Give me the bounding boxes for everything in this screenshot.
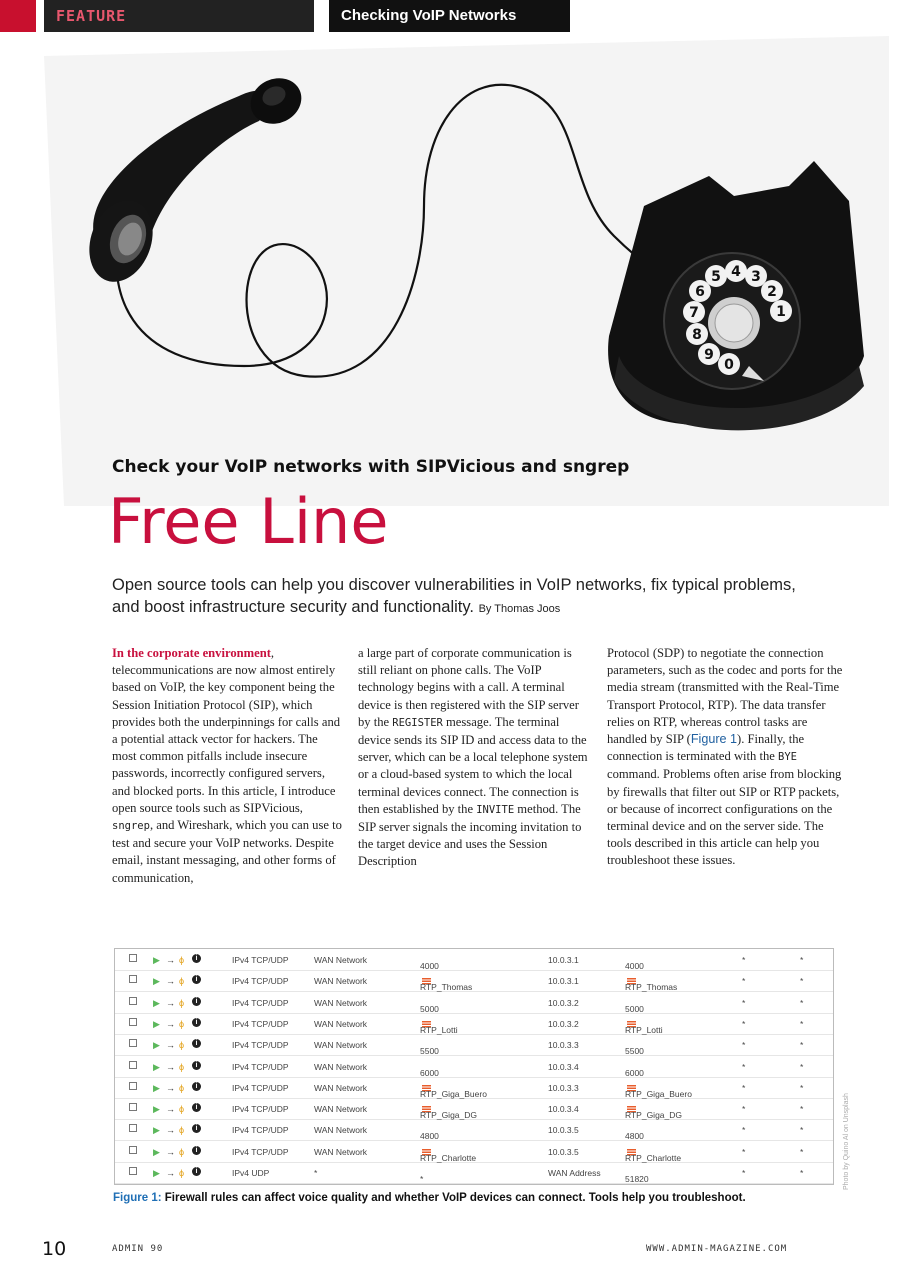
bolt-icon[interactable]: ϕ [179,976,185,987]
figure-reference[interactable]: Figure 1 [690,732,738,747]
port-cell [420,1083,487,1099]
wildcard-cell: * [742,1104,746,1115]
target-port-value: 51820 [625,1174,649,1184]
info-icon[interactable]: i [192,1039,201,1048]
info-icon[interactable]: i [192,954,201,963]
target-ip-cell: 10.0.3.3 [548,1082,579,1093]
port-value: * [420,1174,424,1184]
wildcard-cell: * [800,1082,804,1093]
port-cell [420,976,473,993]
article-title: Free Line [108,485,389,558]
dial-digit: 3 [751,269,761,285]
info-icon[interactable]: i [192,1061,201,1070]
table-row[interactable] [115,949,833,971]
body-text: command. Problems often arise from blocking by firewalls that filter out SIP or RTP packets, or because of incorrect configurations on the terminal device and on the server side. The tools described in this article can help you troubleshoot these issues. [607,767,842,868]
protocol-cell: IPv4 TCP/UDP [232,955,289,965]
table-row[interactable] [115,1013,833,1035]
target-ip-cell: WAN Address [548,1168,601,1178]
protocol-cell: IPv4 TCP/UDP [232,1082,289,1093]
inline-code: REGISTER [392,716,443,729]
bolt-icon[interactable]: ϕ [179,1061,185,1072]
table-row[interactable] [115,1162,833,1184]
caption-text: Firewall rules can affect voice quality and whether VoIP devices can connect. Tools help you troubleshoot. [164,1192,746,1204]
bolt-icon[interactable]: ϕ [179,997,185,1008]
body-text: method. The SIP server signals the incoming invitation to the target device and uses the Session Description [358,801,582,869]
article-kicker: Check your VoIP networks with SIPVicious and sngrep [112,457,630,477]
arrow-right-icon[interactable]: → [166,997,175,1008]
play-icon[interactable]: ▶ [153,1040,160,1051]
bolt-icon[interactable]: ϕ [179,1018,185,1029]
protocol-cell: IPv4 TCP/UDP [232,1125,289,1136]
section-label: FEATURE [44,0,314,32]
dial-digit: 7 [689,305,699,321]
inline-code: BYE [778,751,797,764]
body-text: message. The terminal device sends its SIP ID and access data to the server, which can be a local telephone system or a cloud-based system to which the local terminal devices connect. The connection is then established by the [358,714,588,816]
play-icon[interactable]: ▶ [153,1146,160,1157]
wildcard-cell: * [742,997,746,1008]
target-port-cell [625,1104,683,1121]
wildcard-cell: * [800,1104,804,1115]
protocol-cell: IPv4 TCP/UDP [232,1146,289,1157]
target-ip-cell: 10.0.3.1 [548,976,579,987]
table-row[interactable] [115,1034,833,1056]
row-checkbox[interactable] [129,1103,137,1111]
site-url: WWW.ADMIN-MAGAZINE.COM [646,1244,788,1254]
row-checkbox[interactable] [129,1146,137,1154]
row-checkbox[interactable] [129,1124,137,1132]
arrow-right-icon[interactable]: → [166,1082,175,1093]
deck-text: Open source tools can help you discover vulnerabilities in VoIP networks, fix typical problems, and boost infrastructure security and functionality. [112,576,796,616]
wildcard-cell: * [742,1061,746,1072]
target-port-value: 5500 [625,1046,644,1057]
bolt-icon[interactable]: ϕ [179,1104,185,1115]
table-row[interactable] [115,1119,833,1141]
body-column-1 [112,645,344,887]
dial-digit: 1 [776,304,786,320]
port-value: RTP_Charlotte [420,1152,477,1163]
table-row[interactable] [115,970,833,992]
protocol-cell: IPv4 TCP/UDP [232,1061,289,1072]
topic-label: Checking VoIP Networks [329,0,570,32]
row-checkbox[interactable] [129,1018,137,1026]
wildcard-cell: * [800,1125,804,1136]
protocol-cell: IPv4 UDP [232,1168,270,1178]
body-text: , and Wireshark, which you can use to test and secure your VoIP networks. Despite email, instant messaging, and other forms of communication, [112,818,342,885]
body-text: a large part of corporate communication is still reliant on phone calls. The VoIP technology begins with a call. A terminal device is then registered with the SIP server by the [358,646,579,729]
port-cell [420,1019,458,1035]
dial-digit: 8 [692,327,702,343]
target-port-value: RTP_Lotti [625,1024,663,1035]
play-icon[interactable]: ▶ [153,1061,160,1072]
wildcard-cell: * [800,1168,804,1178]
row-checkbox[interactable] [129,975,137,983]
target-ip-cell: 10.0.3.1 [548,955,579,965]
bolt-icon[interactable]: ϕ [179,955,185,965]
play-icon[interactable]: ▶ [153,1168,160,1178]
source-cell: WAN Network [314,997,368,1008]
port-value: 5500 [420,1046,439,1057]
dial-digit: 5 [711,269,721,285]
info-icon[interactable]: i [192,1103,201,1112]
target-port-value: RTP_Giga_Buero [625,1088,692,1099]
target-port-cell [625,1083,692,1099]
target-ip-cell: 10.0.3.2 [548,997,579,1008]
play-icon[interactable]: ▶ [153,1125,160,1136]
photo-credit: Photo by Quino Al on Unsplash [843,1093,850,1190]
wildcard-cell: * [742,1146,746,1157]
source-cell: WAN Network [314,1061,368,1072]
protocol-cell: IPv4 TCP/UDP [232,976,289,987]
caption-label: Figure 1: [113,1192,162,1204]
table-row[interactable] [115,1098,833,1120]
target-port-cell [625,1019,663,1035]
table-row[interactable] [115,1056,833,1078]
info-icon[interactable]: i [192,1124,201,1133]
target-ip-cell: 10.0.3.4 [548,1104,579,1115]
row-checkbox[interactable] [129,1082,137,1090]
wildcard-cell: * [742,1125,746,1136]
row-checkbox[interactable] [129,1061,137,1069]
body-column-2 [358,645,590,871]
wildcard-cell: * [800,1146,804,1157]
source-cell: * [314,1168,318,1178]
table-row[interactable] [115,1141,833,1163]
bolt-icon[interactable]: ϕ [179,1168,185,1178]
row-checkbox[interactable] [129,954,137,962]
target-ip-cell: 10.0.3.4 [548,1061,579,1072]
dial-digit: 9 [704,347,714,363]
target-port-value: 4800 [625,1131,644,1142]
source-cell: WAN Network [314,1082,368,1093]
arrow-right-icon[interactable]: → [166,976,175,987]
protocol-cell: IPv4 TCP/UDP [232,997,289,1008]
play-icon[interactable]: ▶ [153,955,160,965]
wildcard-cell: * [800,955,804,965]
target-port-value: 4000 [625,961,644,971]
firewall-rules-table [114,948,834,1185]
wildcard-cell: * [742,1168,746,1178]
source-cell: WAN Network [314,1104,368,1115]
info-icon[interactable]: i [192,997,201,1006]
port-value: RTP_Lotti [420,1024,458,1035]
article-deck [112,574,802,620]
wildcard-cell: * [800,1040,804,1051]
port-value: 6000 [420,1067,439,1078]
play-icon[interactable]: ▶ [153,997,160,1008]
arrow-right-icon[interactable]: → [166,1040,175,1051]
inline-code: INVITE [476,803,515,816]
wildcard-cell: * [742,1018,746,1029]
row-checkbox[interactable] [129,997,137,1005]
port-value: RTP_Thomas [420,982,473,993]
dial-digit: 4 [731,264,741,280]
arrow-right-icon[interactable]: → [166,1061,175,1072]
info-icon[interactable]: i [192,1146,201,1155]
wildcard-cell: * [800,1061,804,1072]
arrow-right-icon[interactable]: → [166,955,175,965]
row-checkbox[interactable] [129,1167,137,1175]
port-value: RTP_Giga_DG [420,1110,478,1121]
wildcard-cell: * [742,1082,746,1093]
body-text: ). Finally, the connection is terminated with the [607,732,805,764]
lead-in: In the corporate environment [112,646,271,660]
page-number: 10 [42,1238,67,1260]
info-icon[interactable]: i [192,1018,201,1027]
body-text: Protocol (SDP) to negotiate the connection parameters, such as the codec and ports for the media stream (transmitted with the Real-Time Transport Protocol, RTP). The data transfer relies on RTP, whereas control tasks are handled by SIP ( [607,646,843,747]
wildcard-cell: * [800,976,804,987]
arrow-right-icon[interactable]: → [166,1125,175,1136]
target-ip-cell: 10.0.3.5 [548,1146,579,1157]
body-column-3 [607,645,843,870]
wildcard-cell: * [800,997,804,1008]
wildcard-cell: * [742,1040,746,1051]
port-value: 4800 [420,1131,439,1142]
info-icon[interactable]: i [192,975,201,984]
play-icon[interactable]: ▶ [153,1018,160,1029]
arrow-right-icon[interactable]: → [166,1018,175,1029]
table-row[interactable] [115,1077,833,1099]
arrow-right-icon[interactable]: → [166,1146,175,1157]
wildcard-cell: * [742,976,746,987]
source-cell: WAN Network [314,1018,368,1029]
source-cell: WAN Network [314,976,368,987]
target-ip-cell: 10.0.3.3 [548,1040,579,1051]
source-cell: WAN Network [314,1125,368,1136]
target-port-cell [625,976,678,993]
port-cell [420,1147,477,1163]
bolt-icon[interactable]: ϕ [179,1146,185,1157]
target-ip-cell: 10.0.3.2 [548,1018,579,1029]
port-value: RTP_Giga_Buero [420,1088,487,1099]
inline-code: sngrep [112,820,150,833]
dial-digit: 6 [695,284,705,300]
table-row[interactable] [115,992,833,1014]
target-port-cell [625,1147,682,1163]
rotary-telephone-photo [44,36,889,506]
target-port-value: RTP_Giga_DG [625,1110,683,1121]
target-port-value: RTP_Charlotte [625,1152,682,1163]
play-icon[interactable]: ▶ [153,1082,160,1093]
source-cell: WAN Network [314,1146,368,1157]
source-cell: WAN Network [314,955,368,965]
header-accent-block [0,0,36,32]
bolt-icon[interactable]: ϕ [179,1082,185,1093]
protocol-cell: IPv4 TCP/UDP [232,1018,289,1029]
row-checkbox[interactable] [129,1039,137,1047]
info-icon[interactable]: i [192,1167,201,1176]
bolt-icon[interactable]: ϕ [179,1125,185,1136]
protocol-cell: IPv4 TCP/UDP [232,1040,289,1051]
target-port-value: 6000 [625,1067,644,1078]
figure-caption [113,1192,746,1204]
target-port-value: 5000 [625,1003,644,1014]
body-text: , telecommunications are now almost entirely based on VoIP, the key component being the Session Initiation Protocol (SIP), which provides both the underpinnings for calls and a potential attack vector for hackers. The most common pitfalls include insecure passwords, incorrectly configured servers, and blocked ports. In this article, I introduce open source tools such as SIPVicious, [112,646,341,815]
play-icon[interactable]: ▶ [153,976,160,987]
port-value: 4000 [420,961,439,971]
dial-digit: 0 [724,357,734,373]
protocol-cell: IPv4 TCP/UDP [232,1104,289,1115]
target-ip-cell: 10.0.3.5 [548,1125,579,1136]
target-port-value: RTP_Thomas [625,982,678,993]
source-cell: WAN Network [314,1040,368,1051]
wildcard-cell: * [800,1018,804,1029]
arrow-right-icon[interactable]: → [166,1104,175,1115]
wildcard-cell: * [742,955,746,965]
byline: By Thomas Joos [478,603,561,615]
dial-digit: 2 [767,284,777,300]
play-icon[interactable]: ▶ [153,1104,160,1115]
info-icon[interactable]: i [192,1082,201,1091]
port-value: 5000 [420,1003,439,1014]
port-cell [420,1104,478,1121]
bolt-icon[interactable]: ϕ [179,1040,185,1051]
issue-label: ADMIN 90 [112,1244,164,1254]
arrow-right-icon[interactable]: → [166,1168,175,1178]
